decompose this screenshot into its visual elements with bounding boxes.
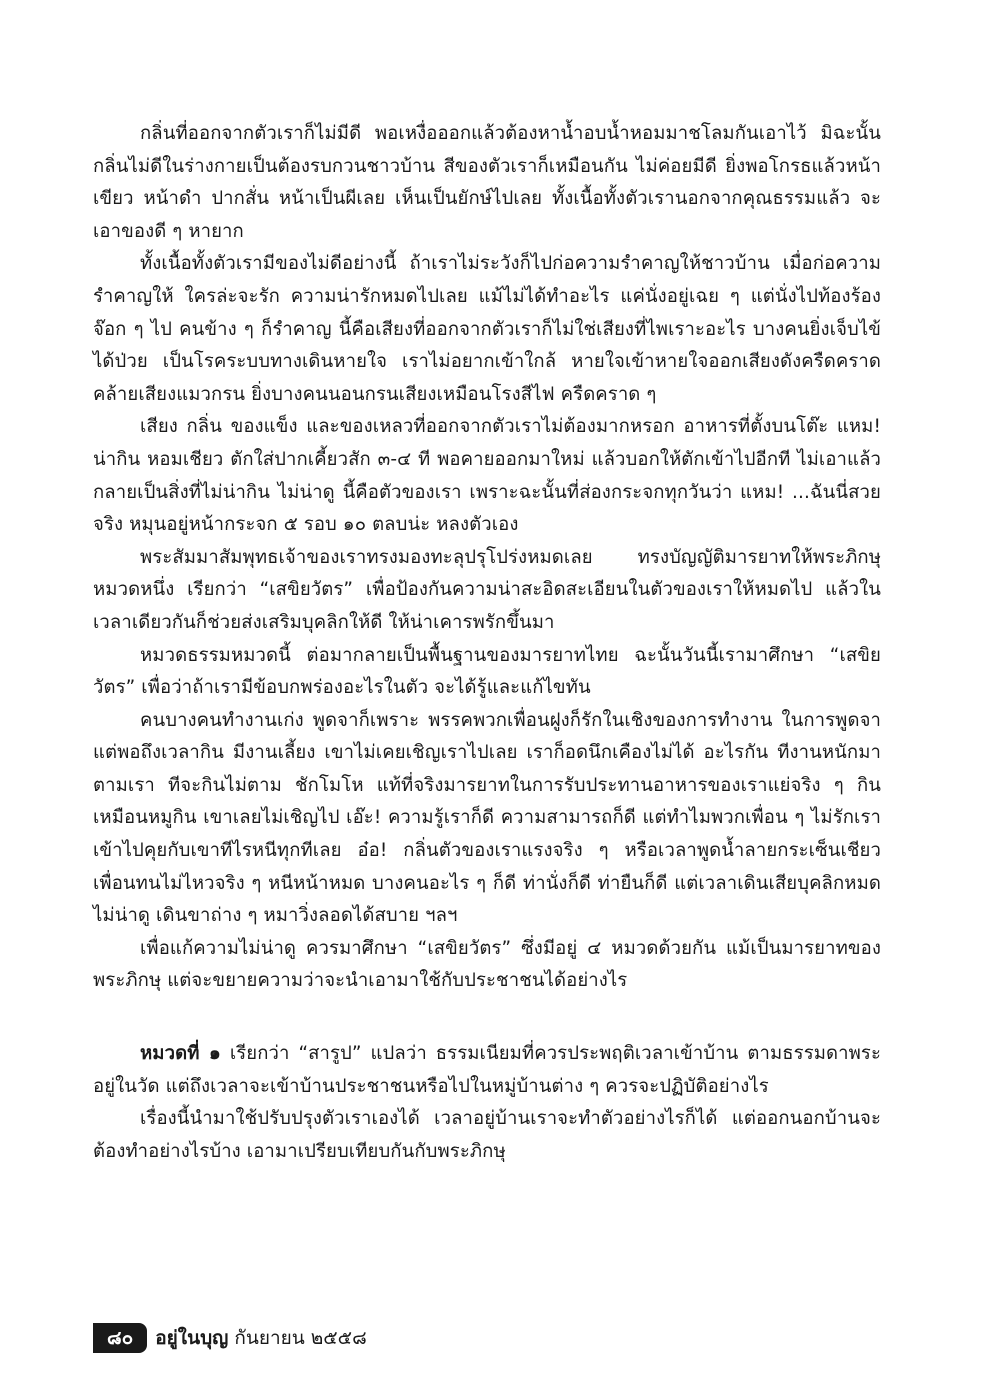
publication-name: อยู่ในบุญ	[155, 1327, 229, 1349]
paragraph-4: พระสัมมาสัมพุทธเจ้าของเราทรงมองทะลุปรุโปร่งหมดเลย ทรงบัญญัติมารยาทให้พระภิกษุหมวดหนึ่ง เรียกว่า “เสขิยวัตร” เพื่อป้องกันความน่าสะอิดสะเอียนในตัวของเราให้หมดไป แล้วในเวลาเดียวกันก็ช่วยส่งเสริมบุคลิกให้ดี ให้น่าเคารพรักขึ้นมา	[93, 546, 881, 633]
paragraph-3: เสียง กลิ่น ของแข็ง และของเหลวที่ออกจากตัวเราไม่ต้องมากหรอก อาหารที่ตั้งบนโต๊ะ แหม! น่ากิน หอมเชียว ตักใส่ปากเคี้ยวสัก ๓-๔ ที พอคายออกมาใหม่ แล้วบอกให้ตักเข้าไปอีกที ไม่เอาแล้ว กลายเป็นสิ่งที่ไม่น่ากิน ไม่น่าดู นี้คือตัวของเรา เพราะฉะนั้นที่ส่องกระจกทุกวันว่า แหม! ...ฉันนี่สวยจริง หมุนอยู่หน้ากระจก ๕ รอบ ๑๐ ตลบน่ะ หลงตัวเอง	[93, 416, 881, 536]
paragraph-6: คนบางคนทำงานเก่ง พูดจาก็เพราะ พรรคพวกเพื่อนฝูงก็รักในเชิงของการทำงาน ในการพูดจาแต่พอถึงเวลากิน มีงานเลี้ยง เขาไม่เคยเชิญเราไปเลย เราก็อดนึกเคืองไม่ได้ อะไรกัน ทีงานหนักมาตามเรา ทีจะกินไม่ตาม ชักโมโห แท้ที่จริงมารยาทในการรับประทานอาหารของเราแย่จริง ๆ กินเหมือนหมูกิน เขาเลยไม่เชิญไป เอ๊ะ! ความรู้เราก็ดี ความสามารถก็ดี แต่ทำไมพวกเพื่อน ๆ ไม่รักเรา เข้าไปคุยกับเขาทีไรหนีทุกทีเลย อ๋อ! กลิ่นตัวของเราแรงจริง ๆ หรือเวลาพูดน้ำลายกระเซ็นเชียว เพื่อนทนไม่ไหวจริง ๆ หนีหน้าหมด บางคนอะไร ๆ ก็ดี ท่านั่งก็ดี ท่ายืนก็ดี แต่เวลาเดินเสียบุคลิกหมด ไม่น่าดู เดินขาถ่าง ๆ หมาวิ่งลอดได้สบาย ฯลฯ	[93, 709, 881, 927]
section-1-followup: เรื่องนี้นำมาใช้ปรับปรุงตัวเราเองได้ เวลาอยู่บ้านเราจะทำตัวอย่างไรก็ได้ แต่ออกนอกบ้านจะต้องทำอย่างไรบ้าง เอามาเปรียบเทียบกันกับพระภิกษุ	[93, 1108, 881, 1162]
paragraph-7: เพื่อแก้ความไม่น่าดู ควรมาศึกษา “เสขิยวัตร” ซึ่งมีอยู่ ๔ หมวดด้วยกัน แม้เป็นมารยาทของพระภิกษุ แต่จะขยายความว่าจะนำเอามาใช้กับประชาชนได้อย่างไร	[93, 937, 881, 992]
issue-date: กันยายน ๒๕๕๘	[234, 1327, 367, 1349]
section-heading: หมวดที่ ๑	[140, 1043, 221, 1065]
section-intro-text: เรียกว่า “สารูป” แปลว่า ธรรมเนียมที่ควรประพฤติเวลาเข้าบ้าน ตามธรรมดาพระอยู่ในวัด แต่ถึงเวลาจะเข้าบ้านประชาชนหรือไปในหมู่บ้านต่าง ๆ ควรจะปฏิบัติอย่างไร	[93, 1043, 882, 1097]
article-body	[93, 118, 881, 1168]
page-footer	[93, 1323, 367, 1353]
section-1-intro	[93, 1038, 881, 1103]
paragraph-1: กลิ่นที่ออกจากตัวเราก็ไม่มีดี พอเหงื่อออกแล้วต้องหาน้ำอบน้ำหอมมาชโลมกันเอาไว้ มิฉะนั้นกลิ่นไม่ดีในร่างกายเป็นต้องรบกวนชาวบ้าน สีของตัวเราก็เหมือนกัน ไม่ค่อยมีดี ยิ่งพอโกรธแล้วหน้าเขียว หน้าดำ ปากสั่น หน้าเป็นผีเลย เห็นเป็นยักษ์ไปเลย ทั้งเนื้อทั้งตัวเรานอกจากคุณธรรมแล้ว จะเอาของดี ๆ หายาก	[93, 123, 881, 242]
paragraph-5: หมวดธรรมหมวดนี้ ต่อมากลายเป็นพื้นฐานของมารยาทไทย ฉะนั้นวันนี้เรามาศึกษา “เสขิยวัตร” เพื่อว่าถ้าเรามีข้อบกพร่องอะไรในตัว จะได้รู้และแก้ไขทัน	[93, 644, 881, 699]
section-gap	[93, 998, 881, 1038]
page-number: ๘๐	[93, 1323, 147, 1353]
paragraph-2: ทั้งเนื้อทั้งตัวเรามีของไม่ดีอย่างนี้ ถ้าเราไม่ระวังก็ไปก่อความรำคาญให้ชาวบ้าน เมื่อก่อความรำคาญให้ ใครล่ะจะรัก ความน่ารักหมดไปเลย แม้ไม่ได้ทำอะไร แค่นั่งอยู่เฉย ๆ แต่นั่งไปท้องร้องจ๊อก ๆ ไป คนข้าง ๆ ก็รำคาญ นี้คือเสียงที่ออกจากตัวเราก็ไม่ใช่เสียงที่ไพเราะอะไร บางคนยิ่งเจ็บไข้ได้ป่วย เป็นโรคระบบทางเดินหายใจ เราไม่อยากเข้าใกล้ หายใจเข้าหายใจออกเสียงดังครืดคราด คล้ายเสียงแมวกรน ยิ่งบางคนนอนกรนเสียงเหมือนโรงสีไฟ ครืดคราด ๆ	[93, 253, 881, 405]
